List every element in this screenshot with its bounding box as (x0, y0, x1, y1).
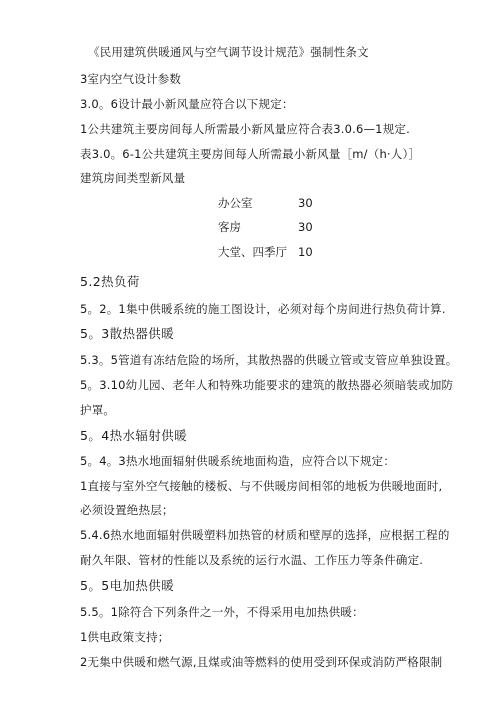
table-cell-type: 大堂、四季厅 (218, 245, 287, 259)
paragraph-line: 5。4。3热水地面辐射供暖系统地面构造，应符合以下规定： (80, 454, 396, 468)
paragraph-line: 5。3.10幼儿园、老年人和特殊功能要求的建筑的散热器必须暗装或加防 (80, 378, 454, 392)
document-title: 《民用建筑供暖通风与空气调节设计规范》强制性条文 (88, 45, 369, 59)
table-cell-value: 30 (298, 220, 313, 234)
table-cell-type: 客房 (218, 220, 241, 234)
paragraph-line: 5。2。1集中供暖系统的施工图设计，必须对每个房间进行热负荷计算. (80, 302, 446, 316)
section-heading-5-3: 5。3散热器供暖 (80, 326, 175, 341)
paragraph-line: 护罩。 (80, 403, 116, 417)
paragraph-line: 2无集中供暖和燃气源,且煤或油等燃料的使用受到环保或消防严格限制 (80, 655, 443, 669)
clause-3-0-6: 3.0。6设计最小新风量应符合以下规定： (80, 97, 294, 111)
paragraph-line: 耐久年限、管材的性能以及系统的运行水温、工作压力等条件确定. (80, 553, 424, 567)
paragraph-line: 必须设置绝热层； (80, 503, 174, 517)
table-cell-type: 办公室 (218, 196, 253, 210)
section-heading-5-5: 5。5电加热供暖 (80, 578, 175, 593)
paragraph-line: 1直接与室外空气接触的楼板、与不供暖房间相邻的地板为供暖地面时, (80, 479, 443, 493)
paragraph-line: 5.5。1除符合下列条件之一外，不得采用电加热供暖： (80, 605, 364, 619)
section-heading-3: 3室内空气设计参数 (80, 72, 182, 86)
paragraph-line: 1供电政策支持； (80, 630, 170, 644)
table-cell-value: 30 (298, 196, 313, 210)
section-heading-5-2: 5.2热负荷 (80, 274, 140, 289)
table-header: 建筑房间类型新风量 (80, 171, 186, 185)
table-caption: 表3.0。6-1公共建筑主要房间每人所需最小新风量［m/（h·人）］ (80, 147, 421, 161)
paragraph-line: 5.3。5管道有冻结危险的场所，其散热器的供暖立管或支管应单独设置。 (80, 353, 458, 367)
clause-3-0-6-item-1: 1公共建筑主要房间每人所需最小新风量应符合表3.0.6—1规定. (80, 122, 410, 136)
section-heading-5-4: 5。4热水辐射供暖 (80, 428, 188, 443)
table-cell-value: 10 (298, 245, 313, 259)
paragraph-line: 5.4.6热水地面辐射供暖塑料加热管的材质和壁厚的选择，应根据工程的 (80, 528, 450, 542)
